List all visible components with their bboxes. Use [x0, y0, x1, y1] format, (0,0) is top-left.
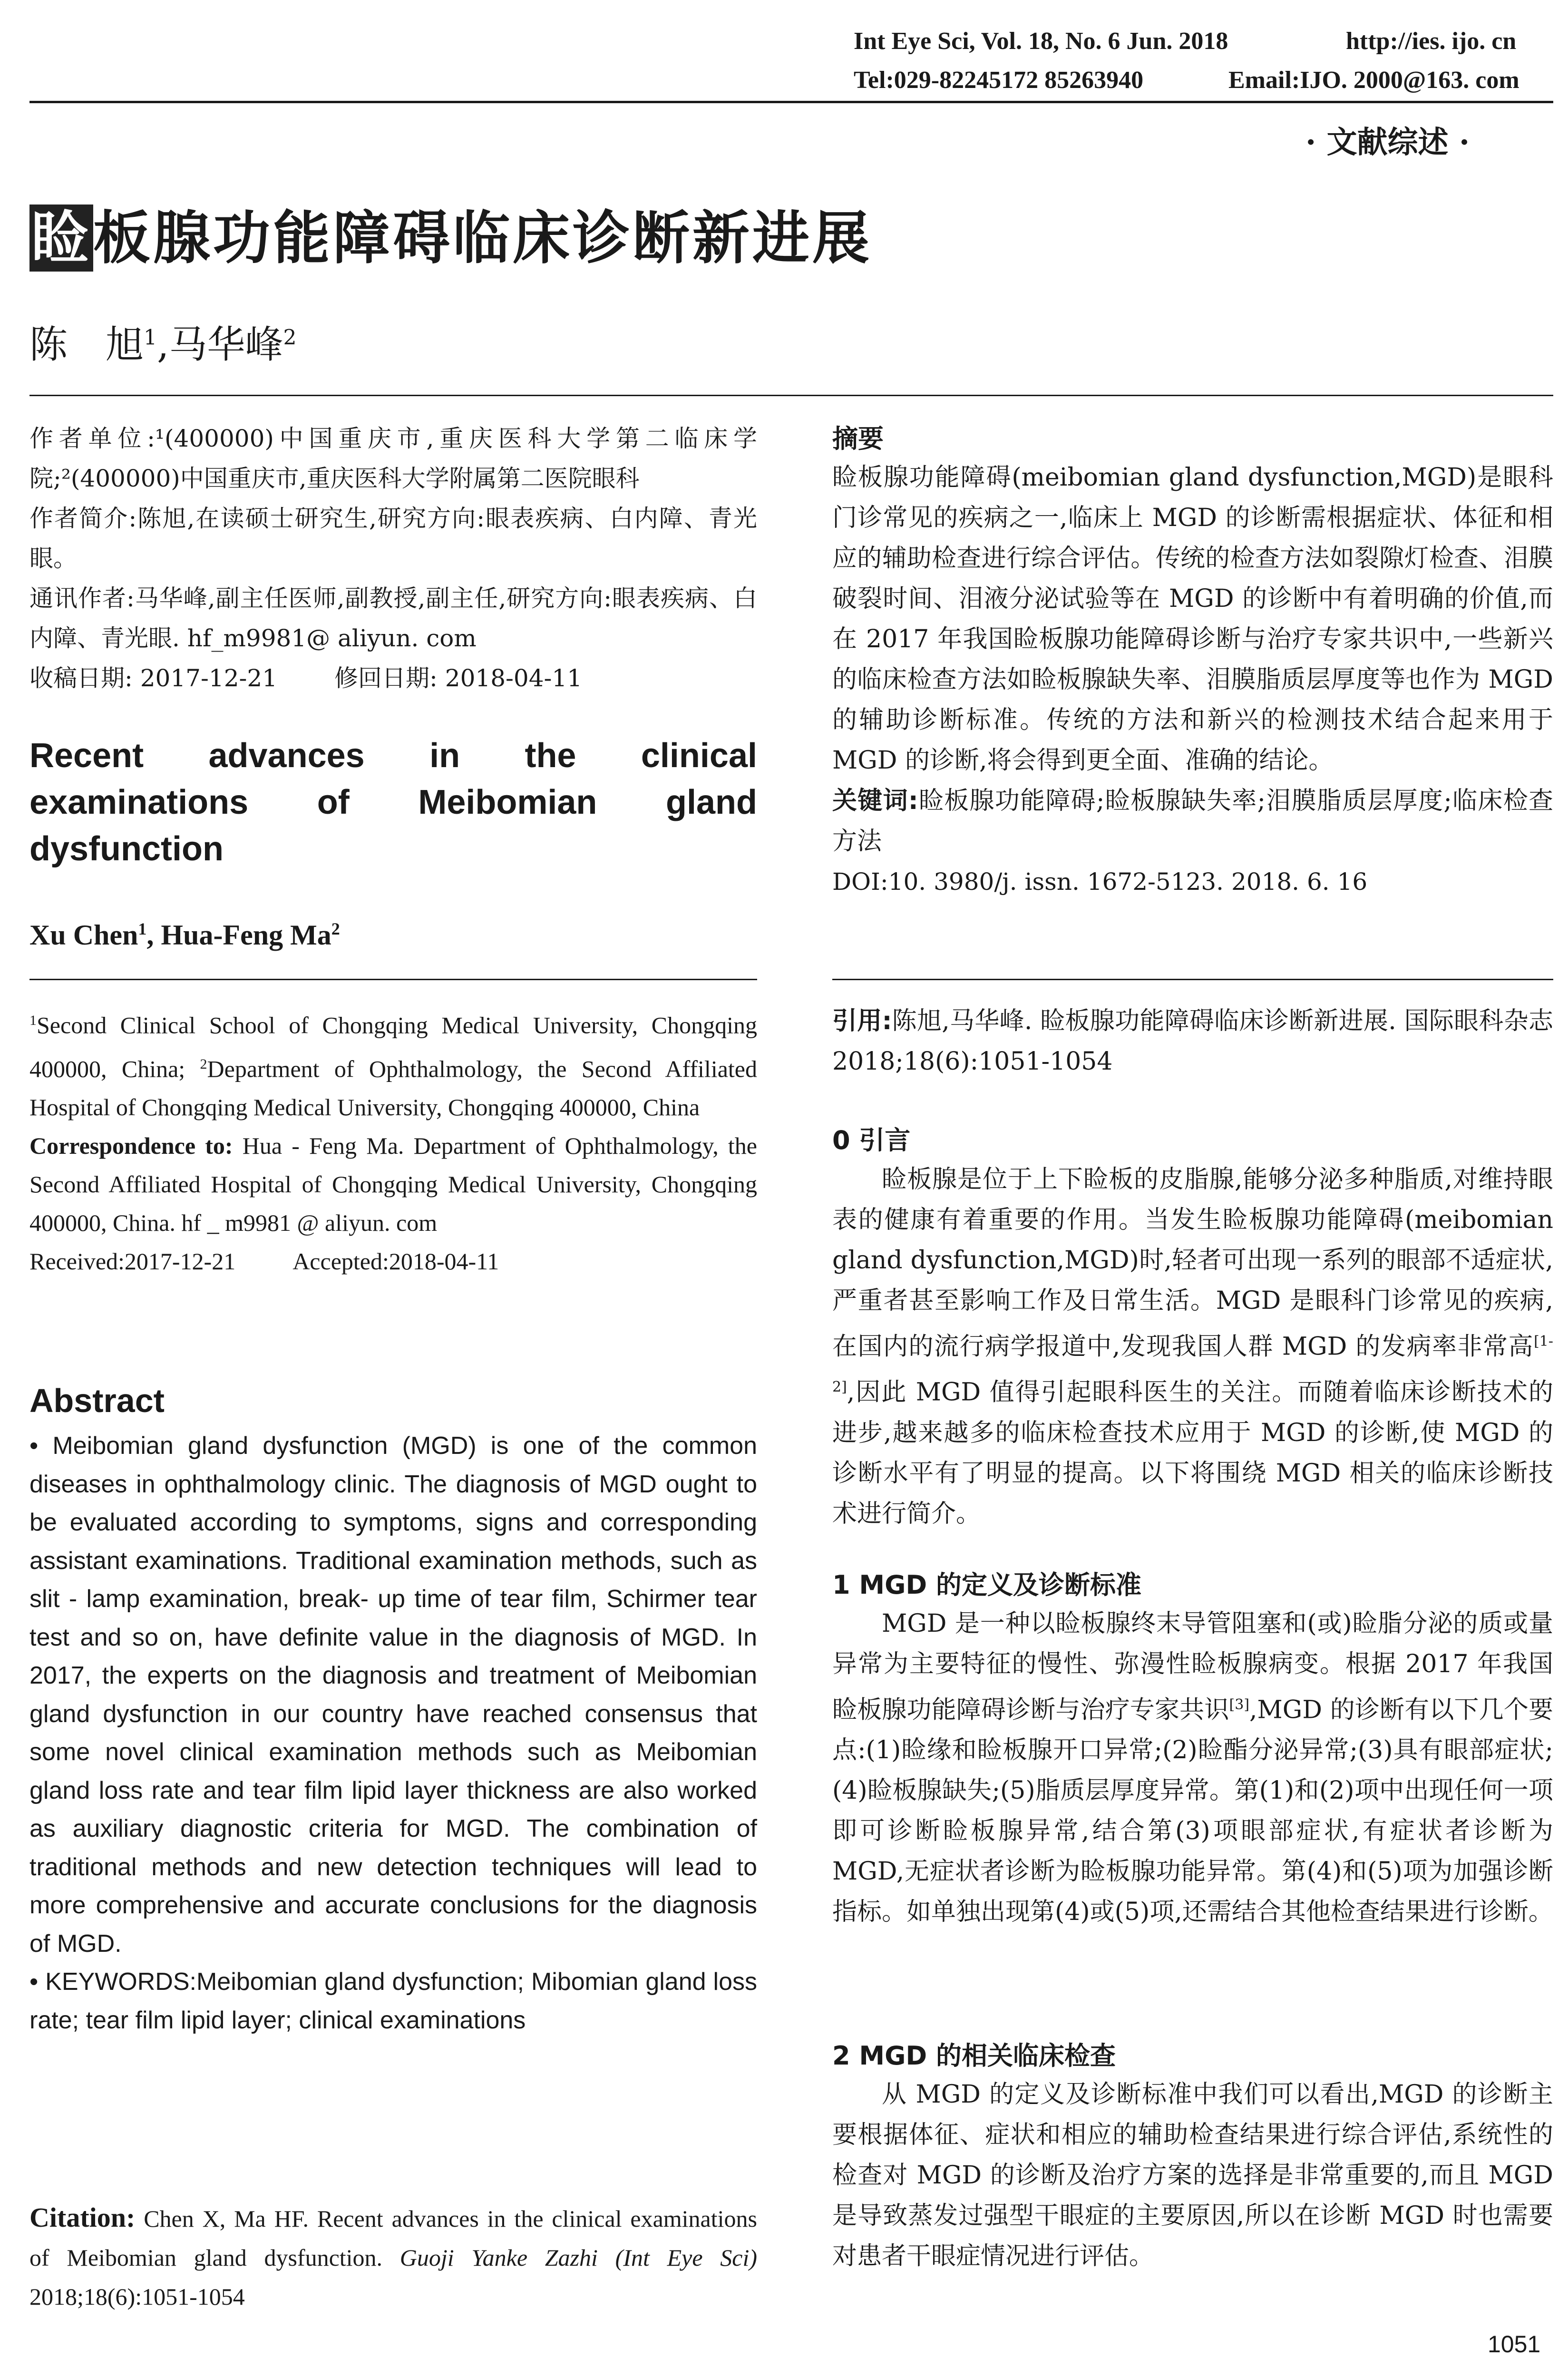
ref-1-2: [1-2]: [832, 1333, 1553, 1396]
received-date-cn: 收稿日期: 2017-12-21: [29, 664, 278, 692]
section-1-text-b: ,MGD 的诊断有以下几个要点:(1)睑缘和睑板腺开口异常;(2)睑酯分泌异常;(3)具有眼部症状;(4)睑板腺缺失;(5)脂质层厚度异常。第(1)和(2)项中出现任何一项即可诊断睑板腺异常,结合第(3)项眼部症状,有症状者诊断为 MGD,无症状者诊断为睑板腺功能异常。第(4)和(5)项为加强诊断指标。如单独出现第(4)或(5)项,还需结合其他检查结果进行诊断。: [832, 1695, 1553, 1927]
title-first-char: 睑: [29, 205, 93, 272]
ref-3: [3]: [1229, 1696, 1250, 1713]
author-1-cn: 陈 旭: [29, 322, 144, 367]
section-1-text-a: MGD 是一种以睑板腺终末导管阻塞和(或)睑脂分泌的质或量异常为主要特征的慢性、弥漫性睑板腺病变。根据 2017 年我国睑板腺功能障碍诊断与治疗专家共识: [832, 1609, 1553, 1724]
accepted-date-en: Accepted:2018-04-11: [292, 1248, 499, 1275]
citation-volume-en: 2018;18(6):1051-1054: [29, 2283, 245, 2310]
citation-cn: [832, 1001, 1553, 1082]
author-2-sup: 2: [283, 325, 297, 350]
author-1-en-sup: 1: [138, 919, 147, 938]
section-2-body: [832, 2075, 1553, 2277]
affiliation-en: [29, 1001, 757, 1281]
authors-en: [29, 919, 340, 952]
author-sep: ,: [157, 322, 169, 367]
english-title: Recent advances in the clinical examinations of Meibomian gland dysfunction: [29, 737, 757, 868]
correspondence-en: [29, 1127, 757, 1242]
citation-journal-en: Guoji Yanke Zazhi (Int Eye Sci): [399, 2244, 757, 2271]
affiliation-lines: [29, 1001, 757, 1127]
authors-cn: [29, 314, 296, 369]
section-2-heading: 2 MGD 的相关临床检查: [832, 2041, 1116, 2071]
section-tag: · 文献综述 ·: [1305, 125, 1470, 160]
abstract-en: [29, 1427, 757, 2039]
doi: DOI:10. 3980/j. issn. 1672-5123. 2018. 6. 16: [832, 868, 1368, 896]
author-bio: 作者简介:陈旭,在读硕士研究生,研究方向:眼表疾病、白内障、青光眼。: [29, 505, 757, 572]
citation-text-en: Chen X, Ma HF. Recent advances in the clinical examinations of Meibomian gland dysfunction.: [29, 2205, 757, 2271]
author-2-en: Hua-Feng Ma: [161, 919, 331, 951]
section-0-body: [832, 1159, 1553, 1534]
aff-sup-1: 1: [29, 1013, 37, 1028]
aff-sup-2: 2: [200, 1056, 207, 1072]
abstract-cn: [832, 458, 1553, 902]
author-en-sep: ,: [146, 919, 161, 951]
section-0-text-b: ,因此 MGD 值得引起眼科医生的关注。而随着临床诊断技术的进步,越来越多的临床检查技术应用于 MGD 的诊断,使 MGD 的诊断水平有了明显的提高。以下将围绕 MGD 相关的临床诊断技术进行简介。: [832, 1378, 1553, 1528]
section-1-paragraph: [832, 1604, 1553, 1932]
revised-date-cn: 修回日期: 2018-04-11: [334, 664, 583, 692]
journal-citation: Int Eye Sci, Vol. 18, No. 6 Jun. 2018: [854, 28, 1228, 55]
dates-en: [29, 1242, 757, 1281]
corresponding-author: 通讯作者:马华峰,副主任医师,副教授,副主任,研究方向:眼表疾病、白内障、青光眼. hf_m9981@ aliyun. com: [29, 585, 757, 652]
citation-en: [29, 2198, 757, 2316]
journal-url: http://ies. ijo. cn: [1346, 28, 1517, 55]
keywords-label-cn: 关键词:: [832, 787, 918, 815]
citation-label-cn: 引用:: [832, 1007, 892, 1035]
aff-text-1: Second Clinical School of Chongqing Medical University, Chongqing 400000, China;: [29, 1012, 757, 1082]
citation-text-cn: 陈旭,马华峰. 睑板腺功能障碍临床诊断新进展. 国际眼科杂志 2018;18(6):1051-1054: [832, 1007, 1553, 1076]
journal-tel: Tel:029-82245172 85263940: [854, 67, 1144, 94]
page-number: 1051: [1488, 2331, 1541, 2358]
abstract-body-cn: 睑板腺功能障碍(meibomian gland dysfunction,MGD)是眼科门诊常见的疾病之一,临床上 MGD 的诊断需根据症状、体征和相应的辅助检查进行综合评估。传统的检查方法如裂隙灯检查、泪膜破裂时间、泪液分泌试验等在 MGD 的诊断中有着明确的价值,而在 2017 年我国睑板腺功能障碍诊断与治疗专家共识中,一些新兴的临床检查方法如睑板腺缺失率、泪膜脂质层厚度等也作为 MGD 的辅助诊断标准。传统的方法和新兴的检测技术结合起来用于 MGD 的诊断,将会得到更全面、准确的结论。: [832, 463, 1553, 775]
author-2-cn: 马华峰: [169, 322, 283, 367]
keywords-cn: [832, 781, 1553, 862]
abstract-body-en: • Meibomian gland dysfunction (MGD) is one of the common diseases in ophthalmology clinic. The diagnosis of MGD ought to be evaluated according to symptoms, signs and corresponding assistant examinations. Traditional examination methods, such as slit - lamp examination, break- up time of tear film, Schirmer tear test and so on, have definite value in the diagnosis of MGD. In 2017, the experts on the diagnosis and treatment of Meibomian gland dysfunction in our country have reached consensus that some novel clinical examination methods such as Meibomian gland loss rate and tear film lipid layer thickness are also worked as auxiliary diagnostic criteria for MGD. The combination of traditional methods and new detection techniques will lead to more comprehensive and accurate conclusions for the diagnosis of MGD.: [29, 1432, 757, 1958]
author-1-sup: 1: [144, 325, 157, 350]
abstract-heading-en: Abstract: [29, 1382, 165, 1419]
corr-text: Hua - Feng Ma. Department of Ophthalmology, the Second Affiliated Hospital of Chongqing Medical University, Chongqing 400000, China. hf _ m9981 @ aliyun. com: [29, 1132, 757, 1237]
section-2-paragraph: 从 MGD 的定义及诊断标准中我们可以看出,MGD 的诊断主要根据体征、症状和相应的辅助检查结果进行综合评估,系统性的检查对 MGD 的诊断及治疗方案的选择是非常重要的,而且 MGD 是导致蒸发过强型干眼症的主要原因,所以在诊断 MGD 时也需要对患者干眼症情况进行评估。: [832, 2080, 1553, 2270]
author-unit: 作者单位:¹(400000)中国重庆市,重庆医科大学第二临床学院;²(400000)中国重庆市,重庆医科大学附属第二医院眼科: [29, 425, 757, 492]
page-title: [29, 193, 872, 274]
keywords-en: • KEYWORDS:Meibomian gland dysfunction; Mibomian gland loss rate; tear film lipid layer; clinical examinations: [29, 1968, 757, 2034]
aff-text-2: Department of Ophthalmology, the Second Affiliated Hospital of Chongqing Medical University, Chongqing 400000, China: [29, 1055, 757, 1121]
citation-label-en: Citation:: [29, 2202, 136, 2233]
header-rule: [29, 101, 1553, 103]
section-0-text-a: 睑板腺是位于上下睑板的皮脂腺,能够分泌多种脂质,对维持眼表的健康有着重要的作用。当发生睑板腺功能障碍(meibomian gland dysfunction,MGD)时,轻者可出现一系列的眼部不适症状,严重者甚至影响工作及日常生活。MGD 是眼科门诊常见的疾病,在国内的流行病学报道中,发现我国人群 MGD 的发病率非常高: [832, 1165, 1553, 1361]
keywords-text-cn: 睑板腺功能障碍;睑板腺缺失率;泪膜脂质层厚度;临床检查方法: [832, 787, 1554, 856]
right-column-rule: [832, 979, 1553, 980]
title-rest: 板腺功能障碍临床诊断新进展: [93, 205, 872, 272]
dates-cn: [29, 658, 757, 698]
meta-cn: [29, 419, 757, 698]
received-date-en: Received:2017-12-21: [29, 1248, 236, 1275]
author-1-en: Xu Chen: [29, 919, 138, 951]
title-rule: [29, 395, 1553, 396]
section-0-heading: 0 引言: [832, 1125, 911, 1155]
section-1-body: [832, 1604, 1553, 1932]
author-2-en-sup: 2: [331, 919, 340, 938]
corr-label: Correspondence to:: [29, 1132, 233, 1159]
abstract-heading-cn: 摘要: [832, 424, 884, 454]
section-0-paragraph: [832, 1159, 1553, 1534]
left-column-rule: [29, 979, 757, 980]
section-1-heading: 1 MGD 的定义及诊断标准: [832, 1570, 1142, 1600]
journal-email: Email:IJO. 2000@163. com: [1228, 67, 1519, 94]
